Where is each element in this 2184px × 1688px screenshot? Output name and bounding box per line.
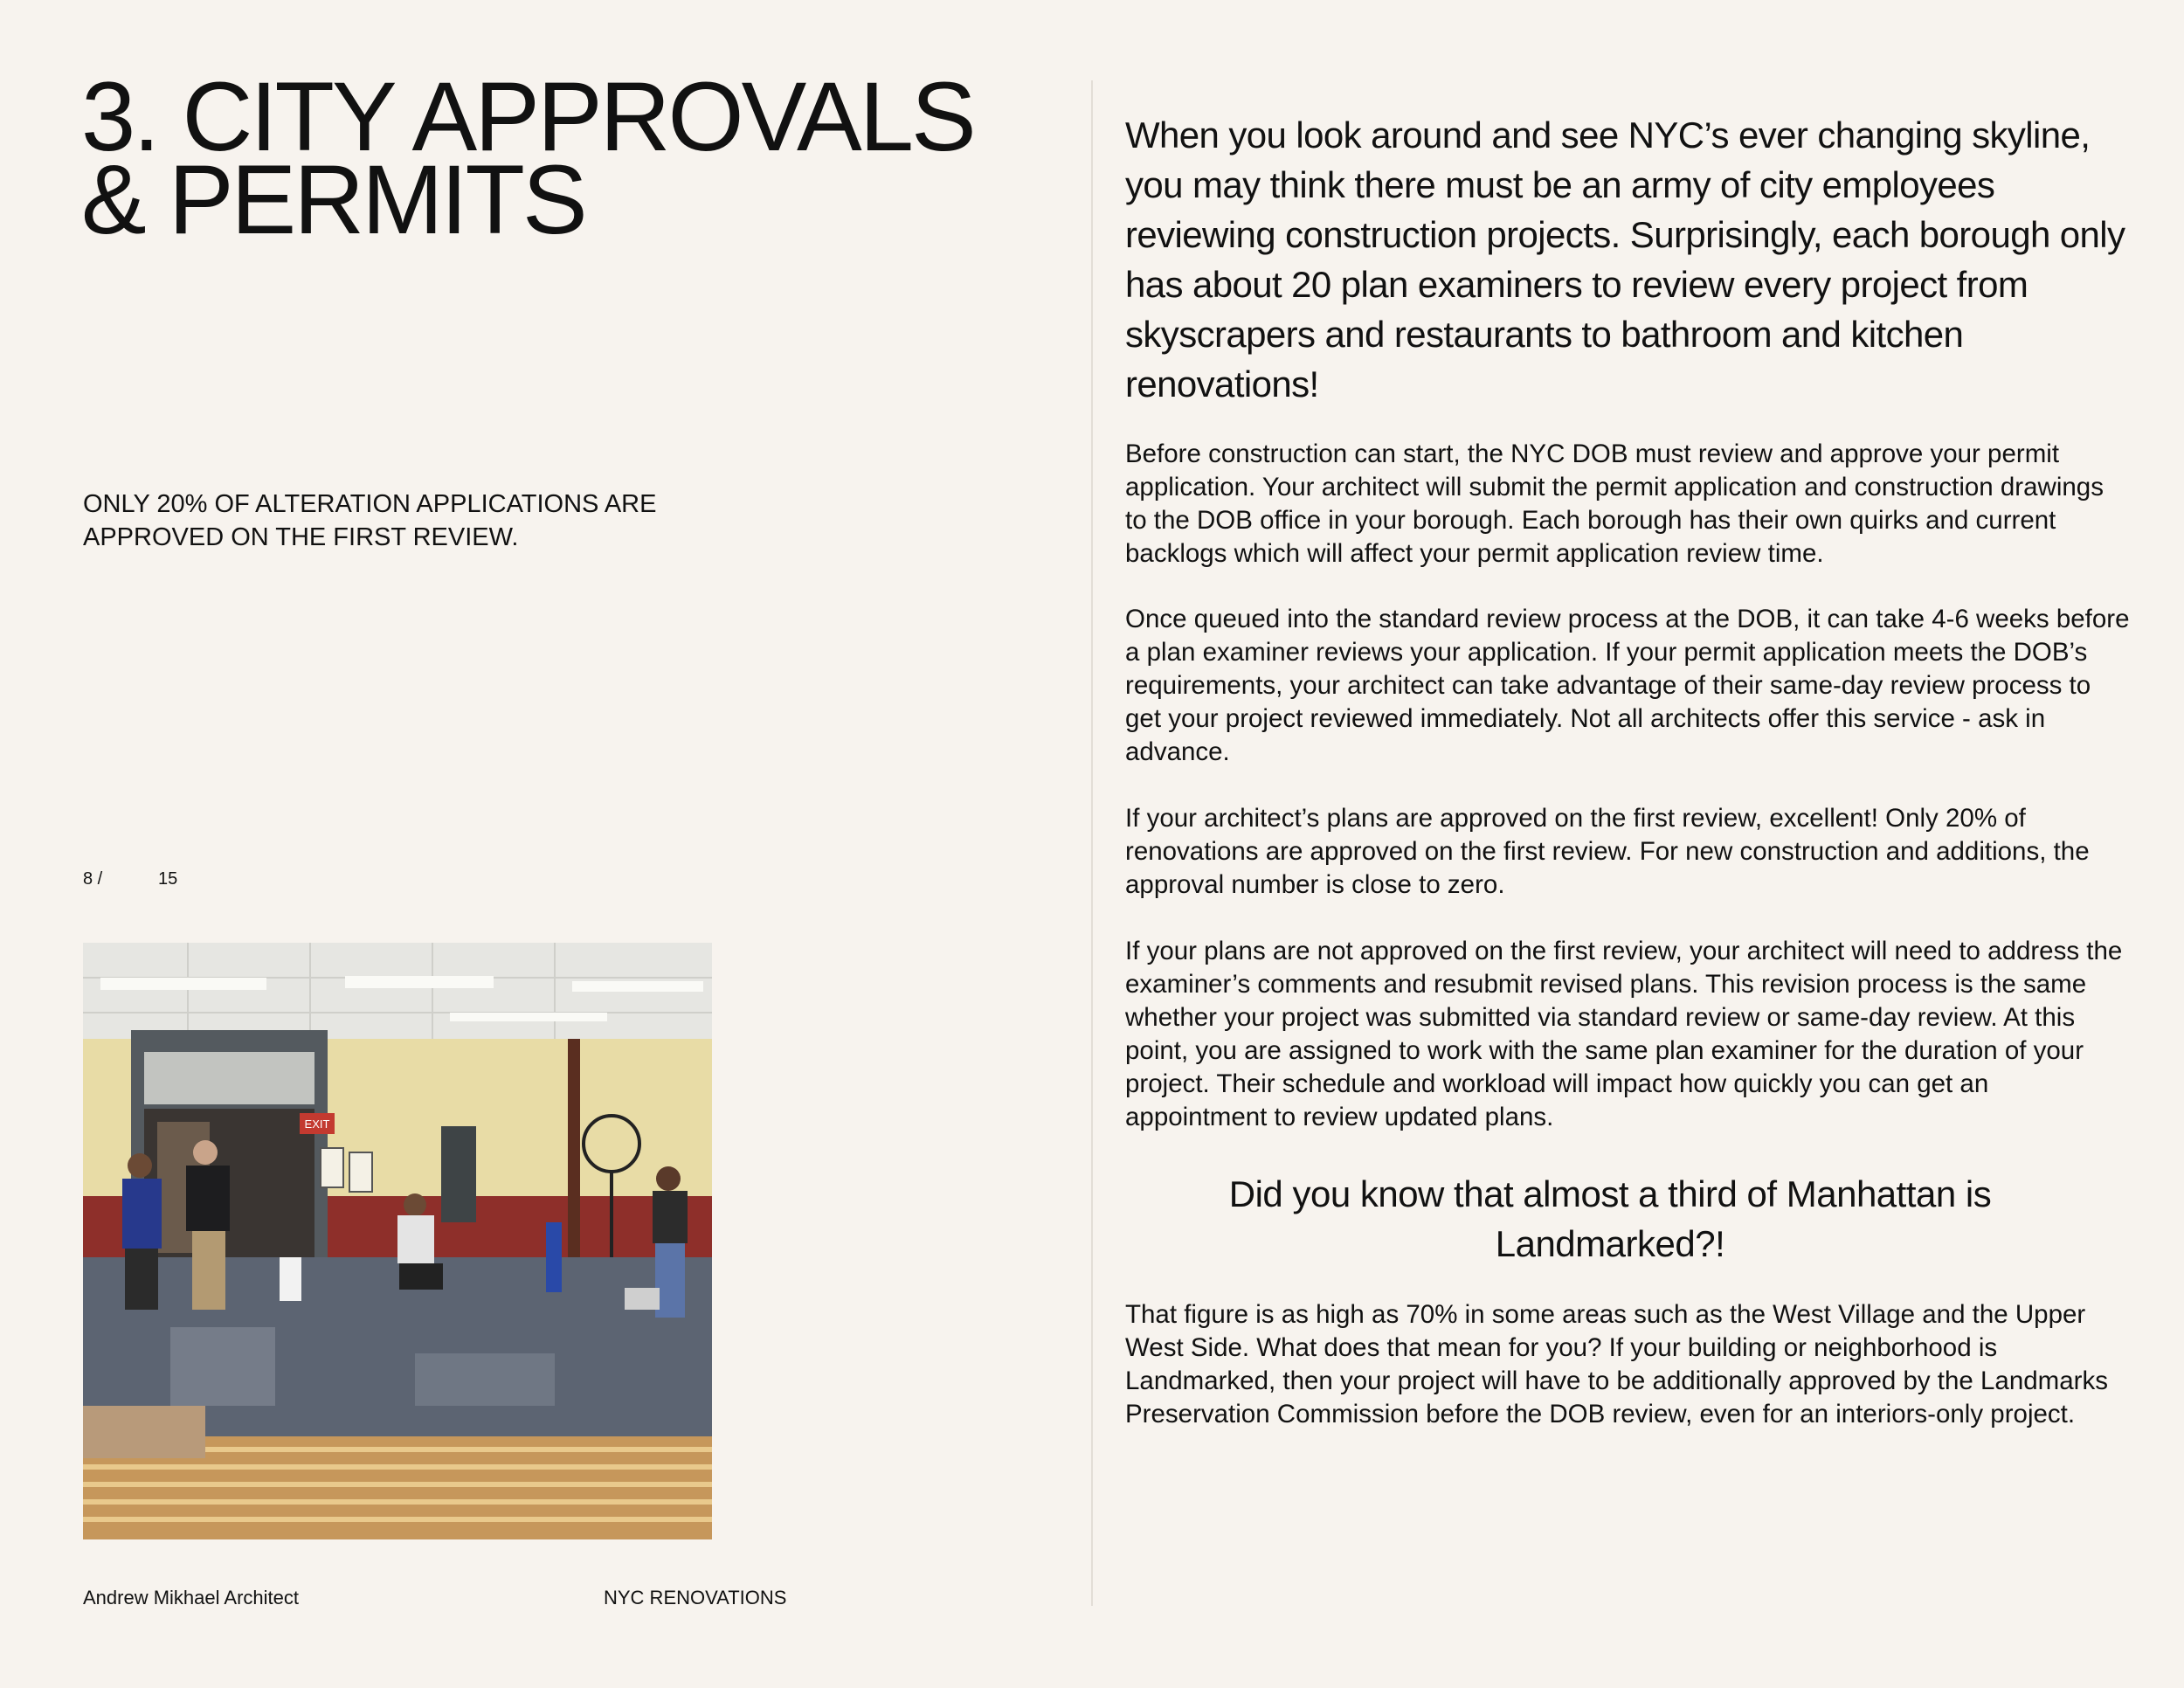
page-number bbox=[83, 868, 178, 889]
footer-publication: NYC RENOVATIONS bbox=[604, 1587, 787, 1608]
page-number-current: 8 / bbox=[83, 869, 103, 889]
page-title-line-1: 3. CITY APPROVALS bbox=[81, 62, 974, 171]
body-paragraph-4: If your plans are not approved on the first review, your architect will need to address the examiner’s comments and resubmit revised plans. This revision process is the same whether your project was submitted via standard review or same-day review. At this point, you are assigned to work with the same plan examiner for the duration of your project. Their schedule and workload will impact how quickly you can get an appointment to review updated plans. bbox=[1125, 937, 2123, 1131]
pull-statistic-line-2: APPROVED ON THE FIRST REVIEW. bbox=[83, 523, 519, 551]
page-title-line-2: & PERMITS bbox=[81, 145, 585, 254]
page-number-total: 15 bbox=[158, 869, 178, 889]
pull-statistic-line-1: ONLY 20% OF ALTERATION APPLICATIONS ARE bbox=[83, 490, 657, 518]
pull-quote bbox=[1125, 1169, 2095, 1269]
exit-sign-text: EXIT bbox=[304, 1117, 330, 1131]
body-paragraph-2: Once queued into the standard review process at the DOB, it can take 4-6 weeks before a plan examiner reviews your application. If your permit application meets the DOB’s requirements, your architect can take advantage of their same-day review process to get your project reviewed immediately. Not all architects offer this service - ask in advance. bbox=[1125, 605, 2130, 766]
pull-quote-line-2: Landmarked?! bbox=[1495, 1223, 1725, 1264]
intro-paragraph: When you look around and see NYC’s ever changing skyline, you may think there must be an army of city employees reviewing construction projects. Surprisingly, each borough only has about 20 plan examiners to review every project from skyscrapers and restaurants to bathroom and kitchen renovations! bbox=[1125, 114, 2125, 405]
body-paragraph-5: That figure is as high as 70% in some areas such as the West Village and the Upper West Side. What does that mean for you? If your building or neighborhood is Landmarked, then your project will have to be additionally approved by the Landmarks Preservation Commission before the DOB review, even for an interiors-only project. bbox=[1125, 1300, 2108, 1429]
column-divider bbox=[1091, 80, 1093, 1606]
dob-office-photo bbox=[83, 943, 712, 1539]
page-title bbox=[81, 62, 1086, 254]
body-paragraph-3: If your architect’s plans are approved on the first review, excellent! Only 20% of renovations are approved on the first review. For new construction and additions, the approval number is close to zero. bbox=[1125, 804, 2090, 899]
footer-author: Andrew Mikhael Architect bbox=[83, 1587, 299, 1608]
pull-quote-line-1: Did you know that almost a third of Manhattan is bbox=[1228, 1173, 1992, 1214]
body-paragraph-1: Before construction can start, the NYC DOB must review and approve your permit application. Your architect will submit the permit application and construction drawings to the DOB office in your borough. Each borough has their own quirks and current backlogs which will affect your permit application review time. bbox=[1125, 439, 2104, 568]
pull-statistic bbox=[83, 488, 695, 554]
